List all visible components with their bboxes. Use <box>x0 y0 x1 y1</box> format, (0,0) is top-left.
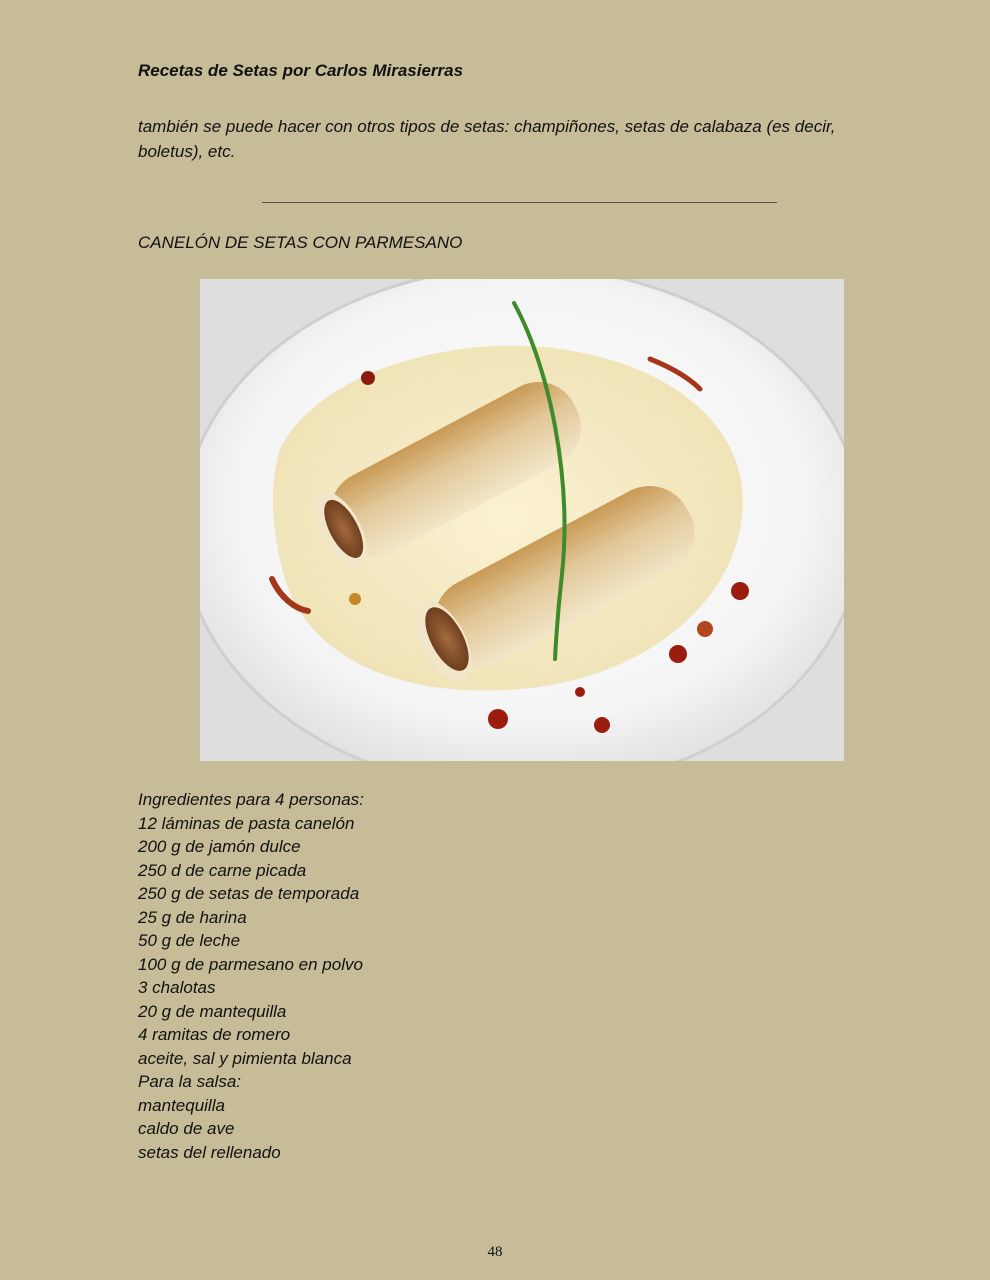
section-divider <box>262 202 777 203</box>
intro-paragraph: también se puede hacer con otros tipos de setas: champiñones, setas de calabaza (es decir, boletus), etc. <box>138 117 836 161</box>
ingredient-item: aceite, sal y pimienta blanca <box>138 1048 352 1068</box>
ingredient-item: 4 ramitas de romero <box>138 1025 291 1044</box>
ingredient-item: caldo de ave <box>138 1119 235 1138</box>
recipe-title: CANELÓN DE SETAS CON PARMESANO <box>138 233 463 252</box>
ingredient-item: setas del rellenado <box>138 1142 281 1162</box>
ingredient-item: 50 g de leche <box>138 931 241 950</box>
page-number: 48 <box>487 1244 503 1260</box>
ingredient-item: 20 g de mantequilla <box>138 1001 287 1021</box>
ingredient-item: 12 láminas de pasta canelón <box>138 813 355 833</box>
ingredients-heading: Ingredientes para 4 personas: <box>138 790 364 809</box>
sauce-heading: Para la salsa: <box>138 1072 241 1091</box>
ingredient-item: 3 chalotas <box>138 978 216 997</box>
ingredient-item: 25 g de harina <box>138 907 247 927</box>
ingredient-item: 250 g de setas de temporada <box>138 884 360 903</box>
running-header: Recetas de Setas por Carlos Mirasierras <box>138 61 464 80</box>
ingredient-item: mantequilla <box>138 1095 225 1115</box>
ingredient-item: 200 g de jamón dulce <box>138 837 301 856</box>
ingredient-item: 250 d de carne picada <box>138 860 307 880</box>
canelones-plate-photo <box>200 279 844 761</box>
ingredients-list <box>138 788 364 1164</box>
ingredient-item: 100 g de parmesano en polvo <box>138 954 363 974</box>
